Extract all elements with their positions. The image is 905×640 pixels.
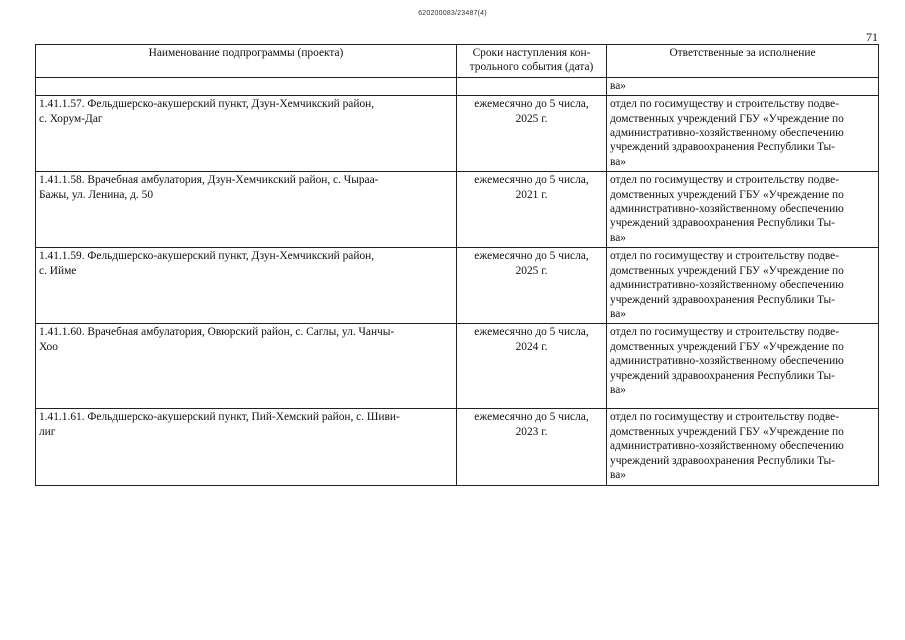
- page-number: 71: [866, 30, 878, 44]
- cell-responsible: отдел по госимуществу и строительству подве- домственных учреждений ГБУ «Учреждение по административно-хозяйственному обеспечению учреждений здравоохранения Республики Ты- ва»: [607, 409, 879, 486]
- cell-responsible: отдел по госимуществу и строительству подве- домственных учреждений ГБУ «Учреждение по административно-хозяйственному обеспечению учреждений здравоохранения Республики Ты- ва»: [607, 172, 879, 248]
- cell-name: 1.41.1.60. Врачебная амбулатория, Овюрский район, с. Саглы, ул. Чанчы- Хоо: [36, 324, 457, 409]
- cell-date: [457, 77, 607, 95]
- cell-date: ежемесячно до 5 числа, 2025 г.: [457, 248, 607, 324]
- cell-date: ежемесячно до 5 числа, 2021 г.: [457, 172, 607, 248]
- cell-name: [36, 77, 457, 95]
- table-row: [36, 248, 879, 324]
- cell-name: 1.41.1.57. Фельдшерско-акушерский пункт, Дзун-Хемчикский район, с. Хорум-Даг: [36, 96, 457, 172]
- table-row: [36, 324, 879, 409]
- cell-responsible: отдел по госимуществу и строительству подве- домственных учреждений ГБУ «Учреждение по административно-хозяйственному обеспечению учреждений здравоохранения Республики Ты- ва»: [607, 324, 879, 409]
- column-header-date: Сроки наступления кон- трольного события (дата): [457, 45, 607, 78]
- cell-responsible: ва»: [607, 77, 879, 95]
- cell-name: 1.41.1.58. Врачебная амбулатория, Дзун-Хемчикский район, с. Чыраа- Бажы, ул. Ленина, д. 50: [36, 172, 457, 248]
- cell-name: 1.41.1.61. Фельдшерско-акушерский пункт, Пий-Хемский район, с. Шиви- лиг: [36, 409, 457, 486]
- column-header-responsible: Ответственные за исполнение: [607, 45, 879, 78]
- table-row: [36, 172, 879, 248]
- cell-date: ежемесячно до 5 числа, 2023 г.: [457, 409, 607, 486]
- cell-responsible: отдел по госимуществу и строительству подве- домственных учреждений ГБУ «Учреждение по административно-хозяйственному обеспечению учреждений здравоохранения Республики Ты- ва»: [607, 96, 879, 172]
- cell-responsible: отдел по госимуществу и строительству подве- домственных учреждений ГБУ «Учреждение по административно-хозяйственному обеспечению учреждений здравоохранения Республики Ты- ва»: [607, 248, 879, 324]
- subprogram-table: [35, 44, 879, 486]
- cell-name: 1.41.1.59. Фельдшерско-акушерский пункт, Дзун-Хемчикский район, с. Ийме: [36, 248, 457, 324]
- table-row-continuation: [36, 77, 879, 95]
- column-header-name: Наименование подпрограммы (проекта): [36, 45, 457, 78]
- table-row: [36, 409, 879, 486]
- cell-date: ежемесячно до 5 числа, 2025 г.: [457, 96, 607, 172]
- table-header-row: [36, 45, 879, 78]
- document-code: 620200083/23487(4): [418, 10, 487, 17]
- cell-date: ежемесячно до 5 числа, 2024 г.: [457, 324, 607, 409]
- table-row: [36, 96, 879, 172]
